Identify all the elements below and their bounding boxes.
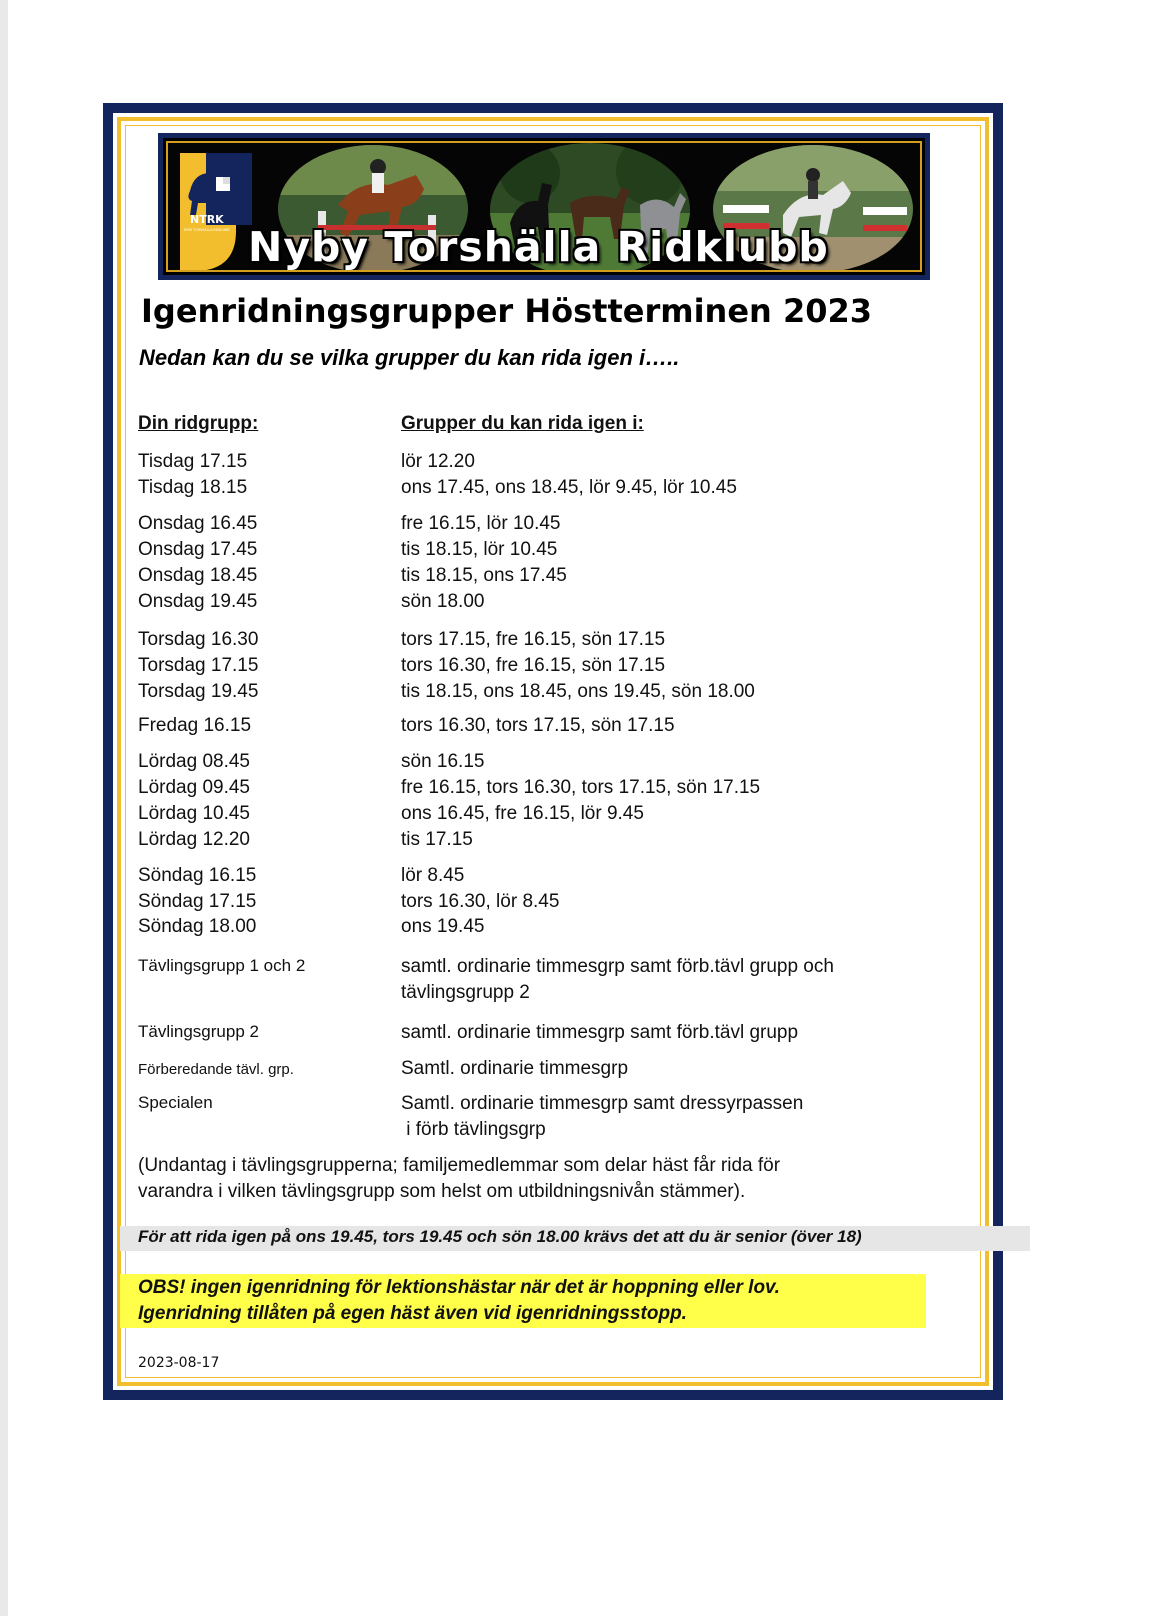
table-row xyxy=(0,1058,1152,1084)
row-alternatives: lör 12.20 xyxy=(401,451,475,472)
exception-note: (Undantag i tävlingsgrupperna; familjemedlemmar som delar häst får rida för varandra i vilken tävlingsgrupp som helst om utbildningsnivån stämmer). xyxy=(138,1155,781,1202)
table-row xyxy=(0,803,1152,829)
table-row xyxy=(0,1022,1152,1048)
table-row xyxy=(0,591,1152,617)
row-alternatives-continued: tävlingsgrupp 2 xyxy=(401,982,530,1003)
row-group: Torsdag 19.45 xyxy=(138,681,259,702)
banner-inner xyxy=(166,141,922,272)
row-group: Onsdag 18.45 xyxy=(138,565,258,586)
table-row xyxy=(0,477,1152,503)
row-alternatives: fre 16.15, tors 16.30, tors 17.15, sön 17.15 xyxy=(401,777,761,798)
row-alternatives: ons 16.45, fre 16.15, lör 9.45 xyxy=(401,803,644,824)
row-group: Onsdag 17.45 xyxy=(138,539,258,560)
logo-subtext: NYBY TORSHÄLLA RIDKLUBB xyxy=(184,228,230,232)
row-group: Tävlingsgrupp 2 xyxy=(138,1022,259,1041)
row-group: Lördag 10.45 xyxy=(138,803,250,824)
table-row xyxy=(0,565,1152,591)
row-group: Förberedande tävl. grp. xyxy=(138,1061,294,1078)
obs-line-1: OBS! ingen igenridning för lektionshästar när det är hoppning eller lov. xyxy=(138,1277,780,1298)
row-alternatives: tors 16.30, tors 17.15, sön 17.15 xyxy=(401,715,675,736)
row-alternatives: tis 18.15, lör 10.45 xyxy=(401,539,558,560)
row-group: Söndag 17.15 xyxy=(138,891,257,912)
row-alternatives: sön 18.00 xyxy=(401,591,485,612)
table-row-continuation xyxy=(0,982,1152,1008)
table-row xyxy=(0,513,1152,539)
row-group: Lördag 12.20 xyxy=(138,829,250,850)
table-row xyxy=(0,891,1152,917)
obs-line-2: Igenridning tillåten på egen häst även vid igenridningsstopp. xyxy=(138,1303,687,1324)
document-date: 2023-08-17 xyxy=(138,1355,220,1371)
table-row xyxy=(0,539,1152,565)
row-alternatives: tis 18.15, ons 17.45 xyxy=(401,565,567,586)
table-row xyxy=(0,1093,1152,1119)
senior-note: För att rida igen på ons 19.45, tors 19.45 och sön 18.00 krävs det att du är senior (över 18) xyxy=(138,1227,862,1246)
table-row xyxy=(0,451,1152,477)
row-alternatives-continued: i förb tävlingsgrp xyxy=(401,1119,546,1140)
row-group: Onsdag 19.45 xyxy=(138,591,258,612)
row-group: Fredag 16.15 xyxy=(138,715,252,736)
table-row xyxy=(0,629,1152,655)
logo-text: NTRK xyxy=(190,213,224,226)
row-alternatives: Samtl. ordinarie timmesgrp samt dressyrpassen xyxy=(401,1093,804,1114)
club-banner xyxy=(158,133,930,280)
table-row xyxy=(0,751,1152,777)
club-logo xyxy=(176,151,252,272)
page-title: Igenridningsgrupper Höstterminen 2023 xyxy=(141,292,873,330)
row-alternatives: lör 8.45 xyxy=(401,865,465,886)
table-row xyxy=(0,956,1152,982)
row-group: Lördag 09.45 xyxy=(138,777,250,798)
row-group: Tisdag 17.15 xyxy=(138,451,248,472)
row-group: Specialen xyxy=(138,1093,213,1112)
row-alternatives: tis 18.15, ons 18.45, ons 19.45, sön 18.00 xyxy=(401,681,755,702)
row-alternatives: tors 17.15, fre 16.15, sön 17.15 xyxy=(401,629,666,650)
row-alternatives: Samtl. ordinarie timmesgrp xyxy=(401,1058,629,1079)
row-alternatives: ons 19.45 xyxy=(401,916,485,937)
table-row xyxy=(0,916,1152,942)
club-name: Nyby Torshälla Ridklubb xyxy=(248,223,829,271)
row-group: Torsdag 17.15 xyxy=(138,655,259,676)
row-alternatives: tors 16.30, lör 8.45 xyxy=(401,891,560,912)
table-row-continuation xyxy=(0,1119,1152,1145)
row-group: Söndag 16.15 xyxy=(138,865,257,886)
table-row xyxy=(0,681,1152,707)
page-subtitle: Nedan kan du se vilka grupper du kan rida igen i….. xyxy=(139,345,680,370)
table-row xyxy=(0,715,1152,741)
column-header-own-group: Din ridgrupp: xyxy=(138,413,259,434)
row-group: Söndag 18.00 xyxy=(138,916,257,937)
row-alternatives: fre 16.15, lör 10.45 xyxy=(401,513,561,534)
row-alternatives: sön 16.15 xyxy=(401,751,485,772)
row-alternatives: tors 16.30, fre 16.15, sön 17.15 xyxy=(401,655,666,676)
row-alternatives: samtl. ordinarie timmesgrp samt förb.tävl grupp och xyxy=(401,956,834,977)
table-row xyxy=(0,865,1152,891)
row-alternatives: ons 17.45, ons 18.45, lör 9.45, lör 10.45 xyxy=(401,477,737,498)
row-alternatives: tis 17.15 xyxy=(401,829,473,850)
row-group: Tävlingsgrupp 1 och 2 xyxy=(138,956,306,975)
table-row xyxy=(0,777,1152,803)
row-group: Torsdag 16.30 xyxy=(138,629,259,650)
row-group: Lördag 08.45 xyxy=(138,751,250,772)
table-row xyxy=(0,829,1152,855)
table-row xyxy=(0,655,1152,681)
column-header-alternatives: Grupper du kan rida igen i: xyxy=(401,413,644,434)
row-group: Tisdag 18.15 xyxy=(138,477,248,498)
row-group: Onsdag 16.45 xyxy=(138,513,258,534)
row-alternatives: samtl. ordinarie timmesgrp samt förb.tävl grupp xyxy=(401,1022,799,1043)
